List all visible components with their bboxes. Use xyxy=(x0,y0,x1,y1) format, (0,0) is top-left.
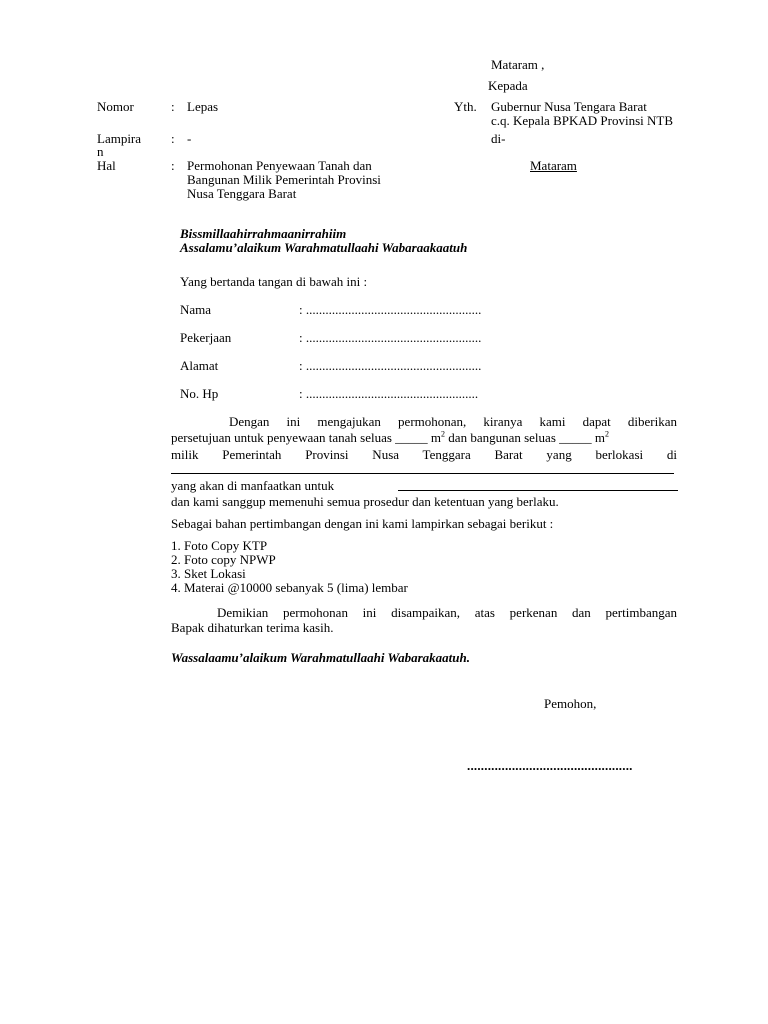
closing-salam: Wassalaamu’alaikum Warahmatullaahi Wabarakaatuh. xyxy=(171,650,470,665)
hal-colon: : xyxy=(171,158,175,173)
para1-line-2a: persetujuan untuk penyewaan tanah seluas _____ m xyxy=(171,430,442,445)
signature-label: Pemohon, xyxy=(544,696,597,711)
hal-line-3: Nusa Tenggara Barat xyxy=(187,186,297,201)
opening-salam: Assalamu’alaikum Warahmatullaahi Wabaraakaatuh xyxy=(180,240,468,255)
superscript-2a: 2 xyxy=(441,429,446,439)
place-date: Mataram , xyxy=(491,57,545,72)
location-blank-line xyxy=(171,473,674,474)
di-label: di- xyxy=(491,131,506,146)
hal-label: Hal xyxy=(97,158,116,173)
recipient-line-1: Gubernur Nusa Tengara Barat xyxy=(491,99,647,114)
signature-line: ................................................ xyxy=(467,758,633,773)
para1-line-6: dan kami sanggup memenuhi semua prosedur dan ketentuan yang berlaku. xyxy=(171,494,559,509)
intro-text: Yang bertanda tangan di bawah ini : xyxy=(180,274,368,289)
para1-line-1: Dengan ini mengajukan permohonan, kiranya kami dapat diberikan xyxy=(229,414,677,429)
field-value-alamat: : ...................................................... xyxy=(299,358,482,373)
kepada-label: Kepada xyxy=(488,78,528,93)
nomor-label: Nomor xyxy=(97,99,134,114)
para1-line-2 xyxy=(171,430,609,445)
closing-line-1: Demikian permohonan ini disampaikan, atas perkenan dan pertimbangan xyxy=(217,605,677,620)
para1-line-5: yang akan di manfaatkan untuk xyxy=(171,478,335,493)
yth-label: Yth. xyxy=(454,99,477,114)
field-label-nohp: No. Hp xyxy=(180,386,219,401)
lampiran-value: - xyxy=(187,131,192,146)
field-label-nama: Nama xyxy=(180,302,212,317)
field-label-alamat: Alamat xyxy=(180,358,219,373)
attachment-item: 1. Foto Copy KTP xyxy=(171,538,268,553)
lampiran-colon: : xyxy=(171,131,175,146)
superscript-2b: 2 xyxy=(605,429,609,439)
para1-line-2b: dan bangunan seluas _____ m xyxy=(445,430,605,445)
para2-text: Sebagai bahan pertimbangan dengan ini kami lampirkan sebagai berikut : xyxy=(171,516,554,531)
hal-line-1: Permohonan Penyewaan Tanah dan xyxy=(187,158,372,173)
field-label-pekerjaan: Pekerjaan xyxy=(180,330,232,345)
city-label: Mataram xyxy=(530,158,577,173)
purpose-blank-line xyxy=(398,490,678,491)
field-value-pekerjaan: : ...................................................... xyxy=(299,330,482,345)
attachment-item: 2. Foto copy NPWP xyxy=(171,552,276,567)
field-value-nama: : ...................................................... xyxy=(299,302,482,317)
para1-line-3: milik Pemerintah Provinsi Nusa Tenggara Barat yang berlokasi di xyxy=(171,447,677,462)
lampiran-label-1: Lampira xyxy=(97,131,142,146)
recipient-line-2: c.q. Kepala BPKAD Provinsi NTB xyxy=(491,113,673,128)
field-value-nohp: : ..................................................... xyxy=(299,386,479,401)
attachment-item: 3. Sket Lokasi xyxy=(171,566,246,581)
attachment-item: 4. Materai @10000 sebanyak 5 (lima) lembar xyxy=(171,580,408,595)
nomor-value: Lepas xyxy=(187,99,219,114)
lampiran-label-2: n xyxy=(97,144,104,159)
hal-line-2: Bangunan Milik Pemerintah Provinsi xyxy=(187,172,381,187)
nomor-colon: : xyxy=(171,99,175,114)
bismillah: Bissmillaahirrahmaanirrahiim xyxy=(180,226,347,241)
closing-line-2: Bapak dihaturkan terima kasih. xyxy=(171,620,334,635)
